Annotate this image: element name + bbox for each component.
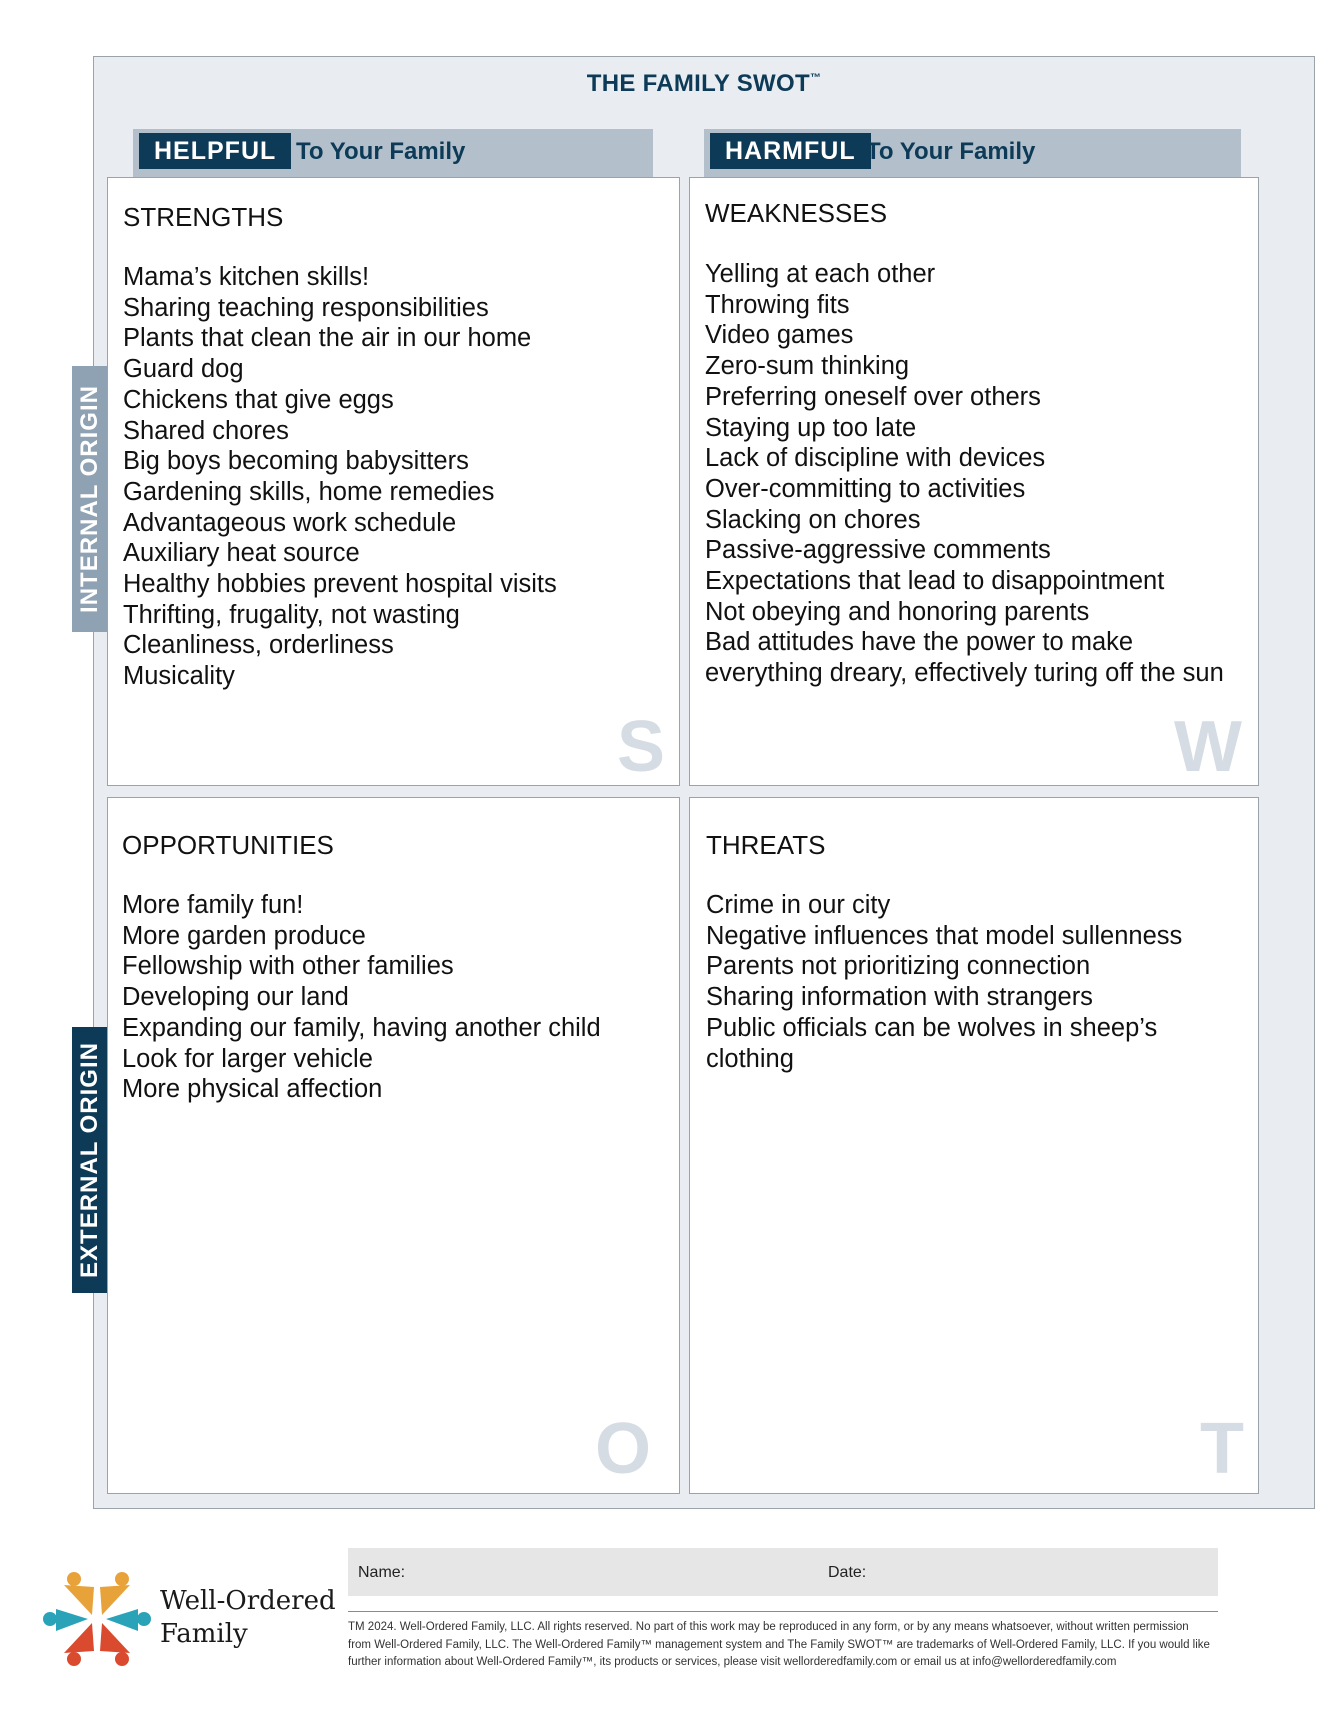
harmful-header <box>704 129 1241 177</box>
list-item: Throwing fits <box>705 290 850 319</box>
quadrant-letter-w: W <box>1174 707 1242 787</box>
list-item: Chickens that give eggs <box>123 385 394 414</box>
quadrant-letter-o: O <box>594 1409 651 1489</box>
list-item: Parents not prioritizing connection <box>706 952 1091 981</box>
list-item: Lack of discipline with devices <box>705 444 1046 473</box>
weaknesses-list <box>705 259 1248 689</box>
family-logo-icon <box>42 1571 152 1667</box>
list-item: Shared chores <box>123 416 289 445</box>
list-item: Gardening skills, home remedies <box>123 477 495 506</box>
name-label: Name: <box>358 1564 406 1581</box>
copyright-line-1: TM 2024. Well-Ordered Family, LLC. All rights reserved. No part of this work may be reproduced in any form, or by any means whatsoever, without written permission <box>348 1621 1189 1633</box>
list-item: everything dreary, effectively turing off the sun <box>705 659 1224 688</box>
list-item: Expanding our family, having another child <box>122 1013 601 1042</box>
copyright-notice <box>348 1619 1228 1672</box>
list-item: Passive-aggressive comments <box>705 536 1051 565</box>
brand-line-2: Family <box>160 1619 248 1649</box>
weaknesses-quadrant <box>689 177 1259 786</box>
helpful-tag: HELPFUL <box>139 133 291 169</box>
internal-origin-tab <box>72 366 107 632</box>
helpful-header <box>133 129 653 177</box>
list-item: Expectations that lead to disappointment <box>705 567 1165 596</box>
list-item: Not obeying and honoring parents <box>705 597 1090 626</box>
list-item: Guard dog <box>123 355 244 384</box>
list-item: Zero-sum thinking <box>705 352 910 381</box>
threats-title: THREATS <box>706 830 826 860</box>
list-item: Yelling at each other <box>705 260 936 288</box>
page-title <box>93 70 1315 98</box>
name-date-bar <box>348 1548 1218 1596</box>
opportunities-title: OPPORTUNITIES <box>122 830 334 860</box>
list-item: Bad attitudes have the power to make <box>705 628 1134 657</box>
list-item: Fellowship with other families <box>122 952 454 981</box>
copyright-line-2: from Well-Ordered Family, LLC. The Well-Ordered Family™ management system and The Family SWOT™ are trademarks of Well-Ordered Family, LLC. If you would like <box>348 1638 1210 1651</box>
brand-line-1: Well-Ordered <box>160 1586 336 1616</box>
external-origin-tab <box>72 1027 107 1293</box>
brand-name <box>160 1585 336 1651</box>
quadrant-letter-s: S <box>616 707 665 787</box>
list-item: More family fun! <box>122 891 304 919</box>
date-label: Date: <box>828 1564 867 1581</box>
list-item: Look for larger vehicle <box>122 1044 373 1073</box>
list-item: Sharing teaching responsibilities <box>123 293 489 322</box>
copyright-line-3: further information about Well-Ordered Family™, its products or services, please visit wellorderedfamily.com or email us at info@wellorderedfamily.com <box>348 1656 1117 1668</box>
list-item: More physical affection <box>122 1075 383 1104</box>
strengths-title: STRENGTHS <box>123 202 284 232</box>
list-item: Video games <box>705 321 854 350</box>
list-item: clothing <box>706 1044 794 1073</box>
list-item: Negative influences that model sullenness <box>706 921 1183 950</box>
harmful-tag: HARMFUL <box>710 133 871 169</box>
strengths-list <box>123 262 669 692</box>
list-item: Thrifting, frugality, not wasting <box>123 600 460 629</box>
helpful-subtitle: To Your Family <box>296 138 466 165</box>
list-item: Auxiliary heat source <box>123 539 360 568</box>
list-item: Developing our land <box>122 983 349 1012</box>
list-item: Public officials can be wolves in sheep’s <box>706 1013 1158 1042</box>
list-item: Sharing information with strangers <box>706 983 1093 1012</box>
list-item: Plants that clean the air in our home <box>123 324 532 353</box>
list-item: Musicality <box>123 662 235 691</box>
page-title-text: THE FAMILY SWOT <box>586 70 810 97</box>
list-item: Mama’s kitchen skills! <box>123 263 370 291</box>
list-item: Preferring oneself over others <box>705 382 1041 411</box>
weaknesses-title: WEAKNESSES <box>705 198 888 228</box>
opportunities-list <box>122 890 669 1105</box>
opportunities-quadrant <box>107 797 680 1494</box>
list-item: More garden produce <box>122 921 366 950</box>
quadrant-letter-t: T <box>1200 1409 1244 1489</box>
threats-list <box>706 890 1248 1074</box>
strengths-quadrant <box>107 177 680 786</box>
harmful-subtitle: To Your Family <box>866 138 1036 165</box>
external-origin-label: EXTERNAL ORIGIN <box>75 1042 103 1278</box>
list-item: Healthy hobbies prevent hospital visits <box>123 570 557 599</box>
internal-origin-label: INTERNAL ORIGIN <box>75 385 103 613</box>
list-item: Staying up too late <box>705 413 917 442</box>
footer-divider <box>348 1611 1218 1612</box>
list-item: Crime in our city <box>706 891 891 919</box>
list-item: Slacking on chores <box>705 505 921 534</box>
list-item: Cleanliness, orderliness <box>123 631 394 660</box>
threats-quadrant <box>689 797 1259 1494</box>
list-item: Over-committing to activities <box>705 474 1026 503</box>
list-item: Big boys becoming babysitters <box>123 447 469 476</box>
list-item: Advantageous work schedule <box>123 508 457 537</box>
trademark-mark: ™ <box>809 72 822 84</box>
